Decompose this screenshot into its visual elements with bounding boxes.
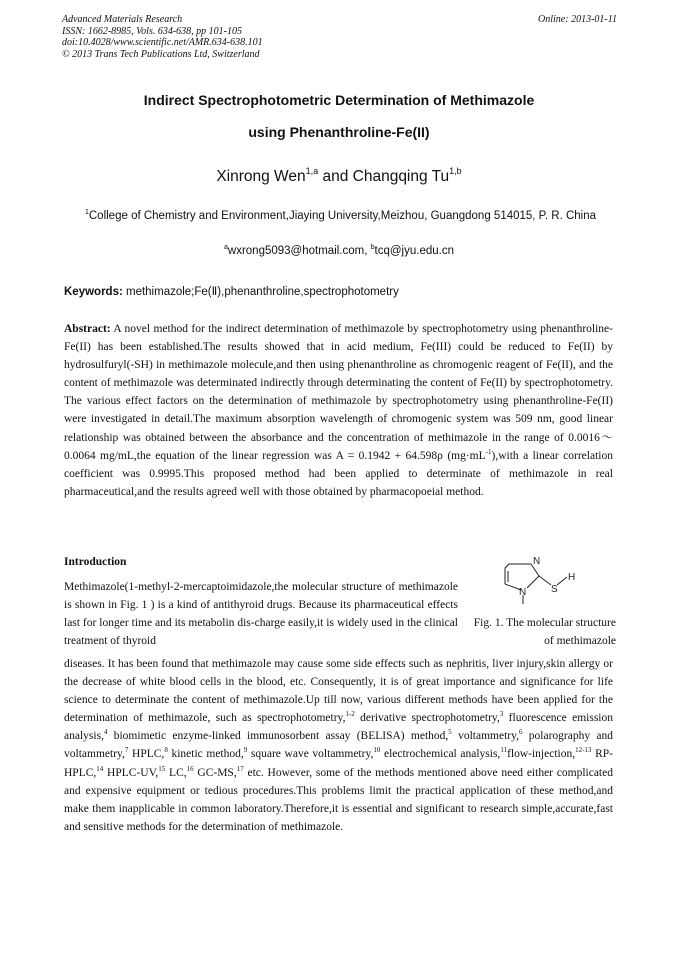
citation-ref: 4 <box>103 728 108 737</box>
author-conjunction: and <box>318 168 353 185</box>
online-date: Online: 2013-01-11 <box>538 14 617 25</box>
intro-text-run: polarography and voltammetry, <box>64 730 613 761</box>
issn-line: ISSN: 1662-8985, Vols. 634-638, pp 101-105 <box>62 25 242 37</box>
email-line <box>0 244 678 257</box>
citation-ref: 5 <box>448 728 452 737</box>
paper-title-line2: using Phenanthroline-Fe(II) <box>248 124 430 140</box>
copyright-line: © 2013 Trans Tech Publications Ltd, Switzerland <box>62 48 260 60</box>
abstract <box>64 320 613 501</box>
intro-text-run: GC-MS, <box>193 766 237 779</box>
intro-text-run: voltammetry, <box>451 730 519 743</box>
citation-ref: 9 <box>243 746 248 755</box>
email-separator: , <box>364 245 371 257</box>
intro-text-run: square wave voltammetry, <box>247 748 374 761</box>
intro-text-run: electrochemical analysis, <box>380 748 501 761</box>
abstract-text-1: A novel method for the indirect determination of methimazole by spectrophotometry using phenanthroline-Fe(II) has been established.The results showed that in acid medium, Fe(III) could be reduced to Fe(II) by hydrosulfuryl(-SH) in methimazole molecule,and then using phenanthroline as chromogenic reagent of Fe(II), and the content of methimazole was determinated indirectly through determinating the content of Fe(II) by spectrophotometry. The various effect factors on the determination of methimazole by spectrophotometry using phenanthroline-Fe(II) were investigated in detail.The maximum absorption wavelength of chromogenic system was 509 nm, good linear relationship was obtained between the absorbance and the concentration of methimazole in the range of 0.0016～0.0064 mg/mL,the equation of the linear regression was A = 0.1942 + 64.598ρ (mg·mL <box>64 323 613 462</box>
intro-text-run: RP-HPLC, <box>64 748 613 779</box>
methimazole-structure <box>497 552 587 608</box>
abstract-label: Abstract: <box>64 323 111 335</box>
citation-ref: 1-2 <box>345 710 355 719</box>
figure-1 <box>466 552 618 650</box>
intro-text-run: LC, <box>165 766 187 779</box>
introduction-paragraph-1: Methimazole(1-methyl-2-mercaptoimidazole,the molecular structure of methimazole is shown in Fig. 1 ) is a kind of antithyroid drugs. Because its pharmaceutical effects last for longer time and its metabolin dis-charge easily,it is widely used in the clinical treatment of thyroid <box>64 581 458 648</box>
citation-ref: 7 <box>124 746 129 755</box>
citation-ref: 12-13 <box>575 746 592 755</box>
affiliation-marker: 1 <box>84 209 89 216</box>
bond-c2-n1 <box>527 576 539 588</box>
atom-h: H <box>568 572 576 583</box>
intro-text-run: biomimetic enzyme-linked immunosorbent assay (BELISA) method, <box>107 730 449 743</box>
bond-c2-s <box>539 576 551 585</box>
atom-n3: N <box>533 556 541 567</box>
intro-text-run: kinetic method, <box>167 748 244 761</box>
citation-ref: 8 <box>164 746 168 755</box>
intro-text-run: flow-injection, <box>507 748 576 761</box>
intro-text-run: HPLC, <box>128 748 165 761</box>
affiliation-text: College of Chemistry and Environment,Jiaying University,Meizhou, Guangdong 514015, P. R. China <box>88 210 597 222</box>
doi-line: doi:10.4028/www.scientific.net/AMR.634-638.101 <box>62 37 263 48</box>
introduction-heading: Introduction <box>64 556 127 568</box>
keywords-text: methimazole;Fe(Ⅱ),phenanthroline,spectrophotometry <box>122 286 399 298</box>
author-list <box>0 166 678 186</box>
citation-ref: 6 <box>518 728 523 737</box>
intro-text-run: fluorescence emission analysis, <box>64 712 614 743</box>
intro-text-run: diseases. It has been found that methimazole may cause some side effects such as nephritis, liver injury,skin allergy or the decrease of white blood cells in the blood, etc. Consequently, it is of great importance and significance for life science to determinate the content of methimazole.Up till now, various different methods have been applied for the determination of methimazole, such as spectrophotometry, <box>64 658 613 725</box>
citation-ref: 10 <box>373 746 381 755</box>
abstract-sup: -1 <box>485 447 492 456</box>
atom-s: S <box>551 584 558 595</box>
figure-caption: Fig. 1. The molecular structure of methimazole <box>473 617 616 647</box>
author-2-affil: 1,b <box>449 166 462 176</box>
email-a[interactable]: wxrong5093@hotmail.com <box>227 245 365 257</box>
author-1-affil: 1,a <box>305 166 319 176</box>
citation-ref: 11 <box>500 746 508 755</box>
atom-n1: N <box>519 587 527 598</box>
journal-name: Advanced Materials Research <box>62 14 183 25</box>
abstract-text-2: ),with a linear correlation coefficient was 0.9995.This proposed method had been applied to determinate of methimazole in real pharmaceutical,and the results agreed well with those obtained by pharmacopoeial method. <box>64 449 613 498</box>
paper-title-line1: Indirect Spectrophotometric Determination of Methimazole <box>143 92 535 108</box>
header-left <box>62 14 263 60</box>
bond-corner <box>505 564 509 568</box>
introduction-paragraph-2 <box>64 655 613 836</box>
citation-ref: 16 <box>186 764 194 773</box>
citation-ref: 15 <box>158 764 166 773</box>
intro-text-run: HPLC-UV, <box>103 766 159 779</box>
email-b[interactable]: tcq@jyu.edu.cn <box>374 245 454 257</box>
running-header <box>62 14 617 60</box>
author-2: Changqing Tu <box>352 168 450 185</box>
email-b-marker: b <box>370 244 375 251</box>
citation-ref: 3 <box>499 710 504 719</box>
author-1: Xinrong Wen <box>216 168 306 185</box>
citation-ref: 17 <box>236 764 244 773</box>
intro-text-run: etc. However, some of the methods mentioned above need either complicated and expensive equipment or tedious procedures.This problems limit the practical application of these method,and make them inapplicable in common laboratory.Therefore,it is essential and significant to research simple,accurate,fast and sensitive methods for the determination of methimazole. <box>64 766 613 833</box>
keywords <box>64 284 617 298</box>
intro-text-run: derivative spectrophotometry, <box>354 712 500 725</box>
email-a-marker: a <box>224 244 228 251</box>
bond-s-h <box>557 577 567 585</box>
citation-ref: 14 <box>96 764 104 773</box>
keywords-label: Keywords: <box>64 286 123 298</box>
affiliation <box>64 204 617 225</box>
